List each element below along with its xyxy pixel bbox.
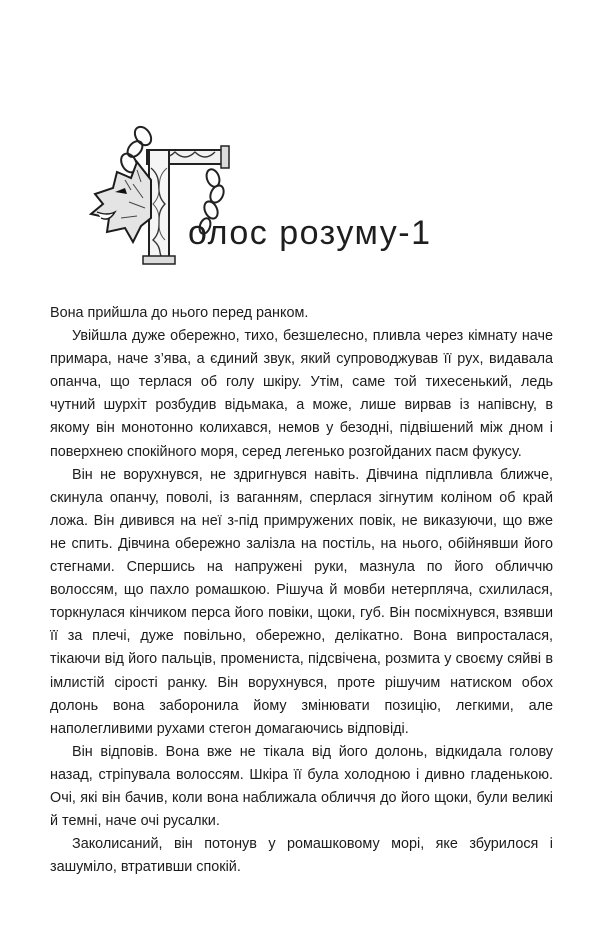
chapter-title: олос розуму-1 [188,214,432,252]
paragraph: Він не ворухнувся, не здригнувся навіть. Дівчина підпливла ближче, скинула опанчу, поволі, із ваганням, сперлася зігнутим коліном об край ложа. Він дивився на неї з-під примружених повік, не виказуючи, що вже не спить. Дівчина обережно залізла на постіль, на нього, обійнявши його стегнами. Спершись на напружені руки, мазнула по його обличчю волоссям, що пахло ромашкою. Рішуча й мовби нетерпляча, схилилася, торкнулася кінчиком перса його повіки, щоки, губ. Він посміхнувся, взявши її за плечі, дуже повільно, обережно, делікатно. Вона випросталася, тікаючи від його пальців, промениста, підсвічена, розмита у своєму сяйві в імлистій сірості ранку. Він ворухнувся, проте рішучим натиском обох долонь вона заборонила йому змінювати позицію, легкими, але наполегливими рухами стегон домагаючись відповіді. [50,466,553,737]
chapter-body [50,302,553,879]
chapter-heading [85,118,525,268]
paragraph: Увійшла дуже обережно, тихо, безшелесно, пливла через кімнату наче примара, наче з’ява, а єдиний звук, який супроводжував її рух, видавала опанча, що терлася об голу шкіру. Утім, саме той тихесенький, ледь чутний шурхіт розбудив відьмака, а може, лише вирвав із напівсну, в якому він монотонно колихався, немов у безодні, підвішений між дном і поверхнею спокійного моря, серед легенько розгойданих пасм фукусу. [50,328,553,460]
paragraph: Він відповів. Вона вже не тікала від його долонь, відкидала голову назад, стріпувала волоссям. Шкіра її була холодною і дивно гладенькою. Очі, які він бачив, коли вона наближала обличчя до його щоки, були великі й темні, наче очі русалки. [50,743,553,830]
paragraph: Вона прийшла до нього перед ранком. [50,305,309,321]
paragraph: Заколисаний, він потонув у ромашковому морі, яке збурилося і зашуміло, втративши спокій. [50,836,553,876]
